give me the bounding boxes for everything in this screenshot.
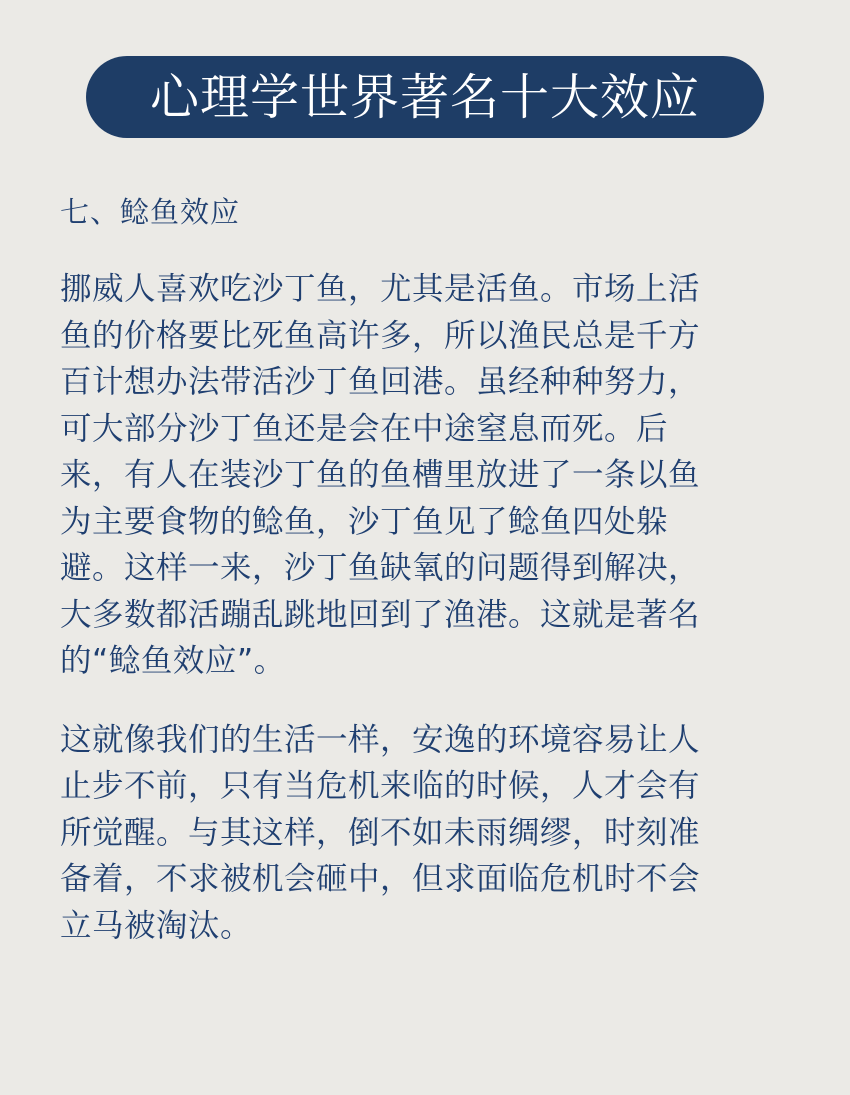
paragraph-line: 鱼的价格要比死鱼高许多，所以渔民总是千方 [60,317,701,354]
paragraph-line: 的“鲶鱼效应”。 [60,643,286,679]
section-heading: 七、鲶鱼效应 [60,195,241,229]
article-body [60,188,800,981]
page-title: 心理学世界著名十大效应 [149,68,700,126]
paragraph-line: 大多数都活蹦乱跳地回到了渔港。这就是著名 [60,596,701,633]
paragraph-line: 百计想办法带活沙丁鱼回港。虽经种种努力， [60,364,701,400]
paragraph-line: 可大部分沙丁鱼还是会在中途窒息而死。后 [60,410,669,447]
paragraph-line: 这就像我们的生活一样，安逸的环境容易让人 [60,721,701,758]
paragraph-line: 避。这样一来，沙丁鱼缺氧的问题得到解决， [60,550,701,586]
paragraph-story [60,266,800,685]
paragraph-line: 止步不前，只有当危机来临的时候，人才会有 [60,768,701,804]
paragraph-line: 立马被淘汰。 [60,907,253,944]
paragraph-line: 来，有人在装沙丁鱼的鱼槽里放进了一条以鱼 [60,457,701,493]
paragraph-lesson [60,717,800,950]
paragraph-line: 备着，不求被机会砸中，但求面临危机时不会 [60,861,701,897]
paragraph-line: 为主要食物的鲶鱼，沙丁鱼见了鲶鱼四处躲 [60,503,669,540]
paragraph-line: 挪威人喜欢吃沙丁鱼，尤其是活鱼。市场上活 [60,271,701,307]
paragraph-line: 所觉醒。与其这样，倒不如未雨绸缪，时刻准 [60,814,701,851]
title-banner [86,56,764,138]
